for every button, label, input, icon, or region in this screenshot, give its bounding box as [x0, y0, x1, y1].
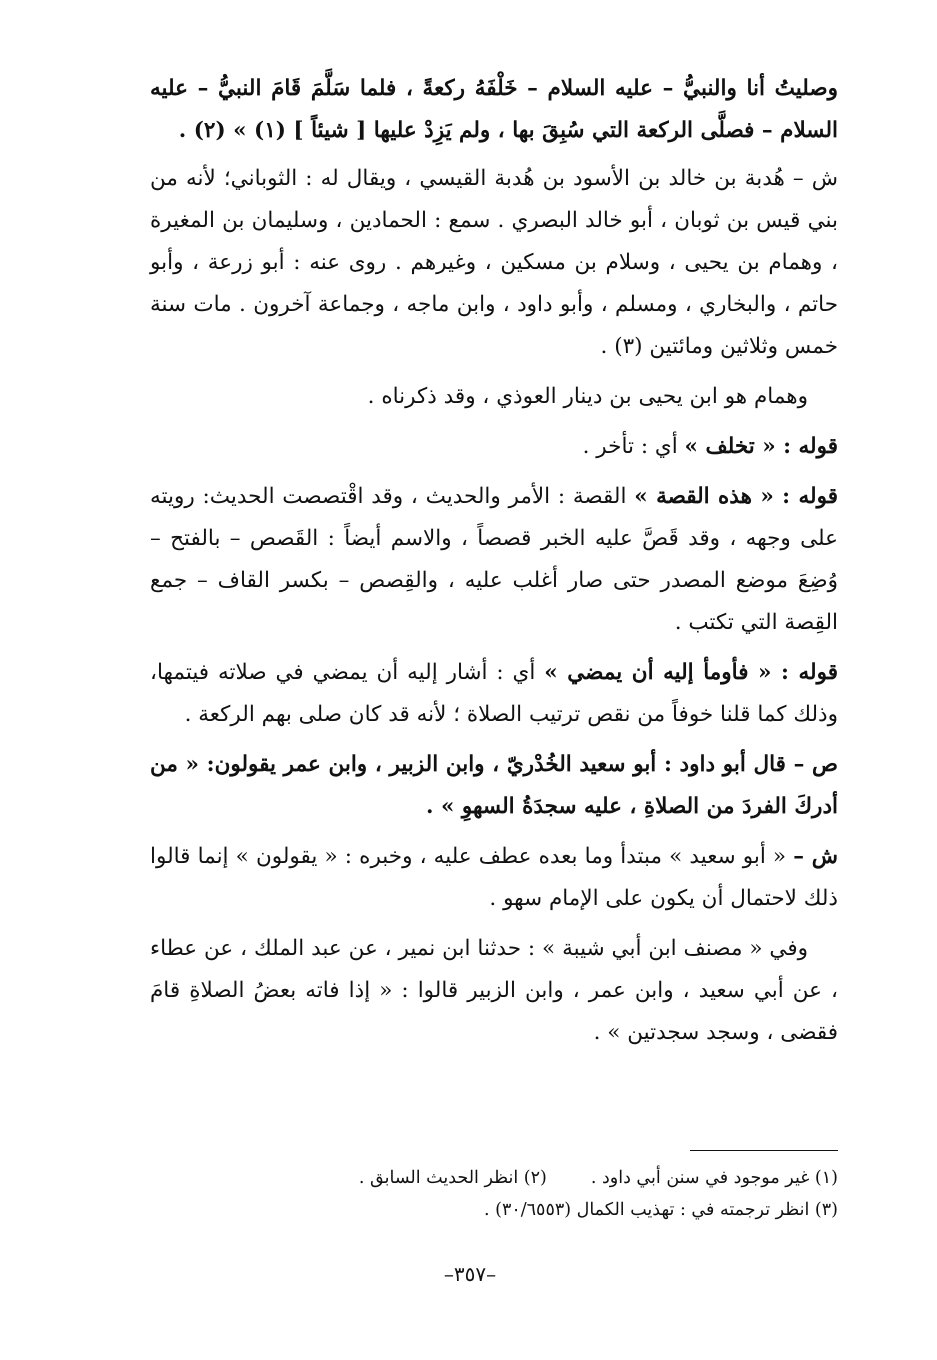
- paragraph-lead: قوله : « هذه القصة »: [634, 484, 838, 509]
- paragraph-text: وهمام هو ابن يحيى بن دينار العوذي ، وقد ذكرناه .: [367, 384, 808, 409]
- paragraph-musannaf: [150, 928, 838, 1054]
- paragraph-text: وفي « مصنف ابن أبي شيبة » : حدثنا ابن نمير ، عن عبد الملك ، عن عطاء ، عن أبي سعيد ، وابن عمر ، وابن الزبير قالوا : « إذا فاته بعضُ الصلاةِ قامَ فقضى ، وسجد سجدتين » .: [150, 936, 838, 1045]
- paragraph-lead: ش –: [793, 844, 839, 869]
- paragraph-text: وصليتُ أنا والنبيُّ – عليه السلام – خَلْفَهُ ركعةً ، فلما سَلَّمَ قَامَ النبيُّ – عليه السلام – فصلَّى الركعة التي سُبِقَ بها ، ولم يَزِدْ عليها [ شيئاً ] (١) » (٢) .: [150, 76, 838, 143]
- footnote-1: (١) غير موجود في سنن أبي داود .: [590, 1168, 838, 1188]
- paragraph-qissa: [150, 476, 838, 644]
- footnote-2: (٢) انظر الحديث السابق .: [358, 1168, 547, 1188]
- paragraph-text: ش – هُدبة بن خالد بن الأسود بن هُدبة القيسي ، ويقال له : الثوباني؛ لأنه من بني قيس بن ثوبان ، أبو خالد البصري . سمع : الحمادين ، وسليمان بن المغيرة ، وهمام بن يحيى ، وسلام بن مسكين ، وغيرهم . روى عنه : أبو زرعة ، وأبو حاتم ، والبخاري ، ومسلم ، وأبو داود ، وابن ماجه ، وجماعة آخرون . مات سنة خمس وثلاثين ومائتين (٣) .: [150, 166, 838, 359]
- paragraph-hammam: [150, 376, 838, 418]
- paragraph-text: القصة : الأمر والحديث ، وقد اقْتصصت الحديث: رويته على وجهه ، وقد قَصَّ عليه الخبر قصصاً ، والاسم أيضاً : القَصص – بالفتح – وُضِعَ موضع المصدر حتى صار أغلب عليه ، والقِصص – بكسر القاف – جمع القِصة التي تكتب .: [150, 484, 838, 635]
- paragraph-sharh-hudba: [150, 158, 838, 368]
- paragraph-text: « أبو سعيد » مبتدأ وما بعده عطف عليه ، وخبره : « يقولون » إنما قالوا ذلك لاحتمال أن يكون على الإمام سهو .: [150, 844, 838, 911]
- paragraph-lead: قوله : « فأومأ إليه أن يمضي »: [544, 660, 838, 685]
- paragraph-hadith-end: [150, 68, 838, 152]
- page-number: –٣٥٧–: [443, 1262, 497, 1286]
- paragraph-sharh-abu-said: [150, 836, 838, 920]
- paragraph-text: ص – قال أبو داود : أبو سعيد الخُدْريّ ، وابن الزبير ، وابن عمر يقولون: « من أدركَ الفردَ من الصلاةِ ، عليه سجدَةُ السهوِ » .: [150, 752, 838, 819]
- page-body: [150, 68, 838, 1062]
- paragraph-matn-abu-dawud: [150, 744, 838, 828]
- paragraph-takhallaf: [150, 426, 838, 468]
- footnote-3: (٣) انظر ترجمته في : تهذيب الكمال (٣٠/٦٥٥٣) .: [484, 1200, 838, 1220]
- footnotes: [150, 1162, 838, 1226]
- paragraph-awma: [150, 652, 838, 736]
- paragraph-lead: قوله : « تخلف »: [684, 434, 838, 459]
- footnote-separator: [690, 1150, 838, 1151]
- paragraph-text: أي : تأخر .: [582, 434, 685, 459]
- footnote-line-1: [150, 1162, 838, 1194]
- paragraph-text: أي : أشار إليه أن يمضي في صلاته فيتمها، وذلك كما قلنا خوفاً من نقص ترتيب الصلاة ؛ لأنه قد كان صلى بهم الركعة .: [150, 660, 838, 727]
